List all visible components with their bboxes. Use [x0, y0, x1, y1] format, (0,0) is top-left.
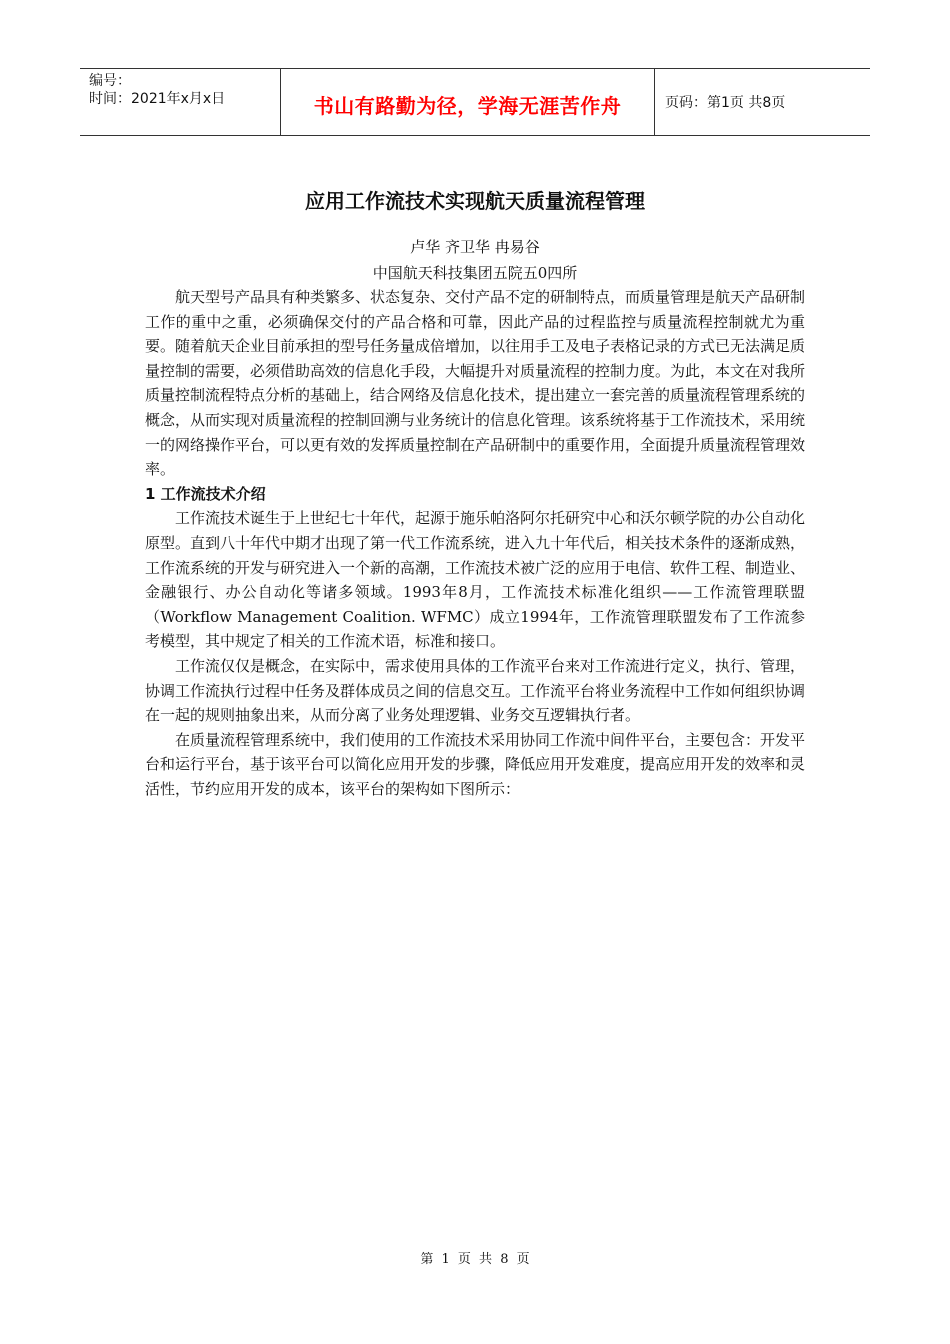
- motto-text: 书山有路勤为径，学海无涯苦作舟: [313, 93, 622, 118]
- body-paragraph: 工作流仅仅是概念，在实际中，需求使用具体的工作流平台来对工作流进行定义，执行、管理，协调工作流执行过程中任务及群体成员之间的信息交互。工作流平台将业务流程中工作如何组织协调在一起的规则抽象出来，从而分离了业务处理逻辑、业务交互逻辑执行者。: [145, 656, 806, 725]
- affiliation: 中国航天科技集团五院五0四所: [372, 264, 578, 282]
- section-heading: 1 工作流技术介绍: [145, 484, 266, 503]
- authors: 卢华 齐卫华 冉易谷: [410, 238, 540, 256]
- document-body: [145, 285, 805, 801]
- header-motto-cell: [281, 69, 655, 135]
- header-meta-cell: [80, 69, 281, 135]
- number-label: 编号：: [89, 73, 131, 89]
- abstract-paragraph: 航天型号产品具有种类繁多、状态复杂、交付产品不定的研制特点，而质量管理是航天产品研制工作的重中之重，必须确保交付的产品合格和可靠，因此产品的过程监控与质量流程控制就尤为重要。随着航天企业目前承担的型号任务量成倍增加，以往用手工及电子表格记录的方式已无法满足质量控制的需要，必须借助高效的信息化手段，大幅提升对质量流程的控制力度。为此，本文在对我所质量控制流程特点分析的基础上，结合网络及信息化技术，提出建立一套完善的质量流程管理系统的概念，从而实现对质量流程的控制回溯与业务统计的信息化管理。该系统将基于工作流技术，采用统一的网络操作平台，可以更有效的发挥质量控制在产品研制中的重要作用，全面提升质量流程管理效率。: [145, 288, 806, 479]
- header-table: [80, 68, 870, 136]
- document-title: 应用工作流技术实现航天质量流程管理: [305, 189, 645, 213]
- body-paragraph: 在质量流程管理系统中，我们使用的工作流技术采用协同工作流中间件平台，主要包含：开发平台和运行平台，基于该平台可以简化应用开发的步骤，降低应用开发难度，提高应用开发的效率和灵活性，节约应用开发的成本，该平台的架构如下图所示：: [145, 730, 806, 798]
- date-label: 时间：2021年x月x日: [89, 91, 226, 107]
- page-info: 页码：第1页 共8页: [665, 95, 786, 111]
- page-footer: 第 1 页 共 8 页: [420, 1252, 530, 1267]
- header-page-cell: [655, 69, 870, 135]
- body-paragraph: 工作流技术诞生于上世纪七十年代，起源于施乐帕洛阿尔托研究中心和沃尔顿学院的办公自动化原型。直到八十年代中期才出现了第一代工作流系统，进入九十年代后，相关技术条件的逐渐成熟，工作流系统的开发与研究进入一个新的高潮，工作流技术被广泛的应用于电信、软件工程、制造业、金融银行、办公自动化等诸多领域。1993年8月，工作流技术标准化组织——工作流管理联盟（Workflow Management Coalition. WFMC）成立1994年，工作流管理联盟发布了工作流参考模型，其中规定了相关的工作流术语，标准和接口。: [145, 509, 806, 651]
